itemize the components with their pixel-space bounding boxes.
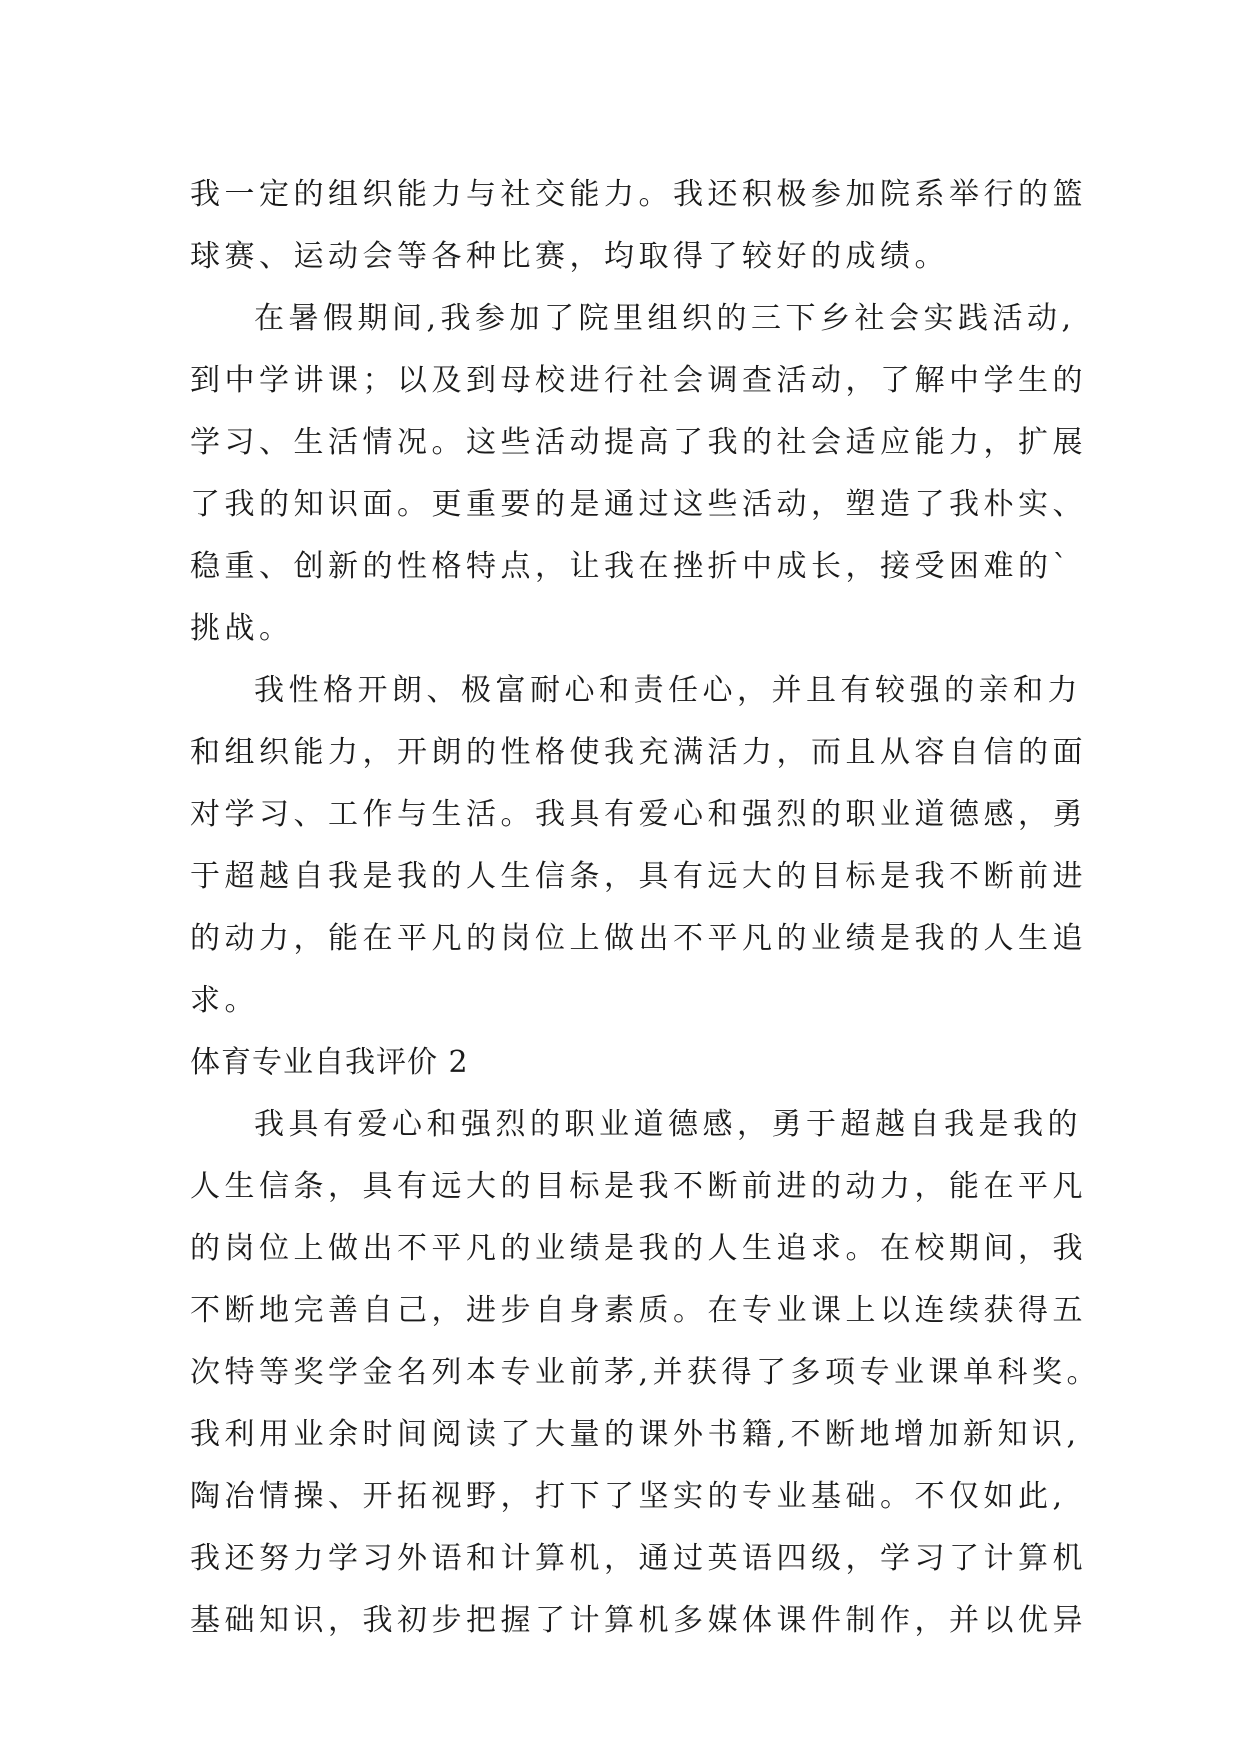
text-line: 我一定的组织能力与社交能力。我还积极参加院系举行的篮 xyxy=(190,177,1087,212)
text-line: 不断地完善自己，进步自身素质。在专业课上以连续获得五 xyxy=(190,1293,1087,1328)
text-line: 我还努力学习外语和计算机，通过英语四级，学习了计算机 xyxy=(190,1541,1087,1576)
text-line: 于超越自我是我的人生信条，具有远大的目标是我不断前进 xyxy=(190,859,1087,894)
section-heading: 体育专业自我评价 2 xyxy=(190,1045,469,1080)
paragraph-start-line: 在暑假期间,我参加了院里组织的三下乡社会实践活动, xyxy=(254,301,1076,336)
text-line: 的岗位上做出不平凡的业绩是我的人生追求。在校期间，我 xyxy=(190,1231,1087,1266)
text-line: 球赛、运动会等各种比赛，均取得了较好的成绩。 xyxy=(190,239,949,274)
text-line: 人生信条，具有远大的目标是我不断前进的动力，能在平凡 xyxy=(190,1169,1087,1204)
text-line: 次特等奖学金名列本专业前茅,并获得了多项专业课单科奖。 xyxy=(190,1355,1102,1390)
text-line: 基础知识，我初步把握了计算机多媒体课件制作，并以优异 xyxy=(190,1603,1087,1638)
text-line: 我利用业余时间阅读了大量的课外书籍,不断地增加新知识, xyxy=(190,1417,1081,1452)
document-body xyxy=(190,164,1102,1652)
text-line: 和组织能力，开朗的性格使我充满活力，而且从容自信的面 xyxy=(190,735,1087,770)
text-line: 对学习、工作与生活。我具有爱心和强烈的职业道德感，勇 xyxy=(190,797,1087,832)
text-line: 了我的知识面。更重要的是通过这些活动，塑造了我朴实、 xyxy=(190,487,1087,522)
text-line: 学习、生活情况。这些活动提高了我的社会适应能力，扩展 xyxy=(190,425,1087,460)
text-line: 到中学讲课；以及到母校进行社会调查活动，了解中学生的 xyxy=(190,363,1087,398)
text-line: 求。 xyxy=(190,983,259,1018)
text-line: 陶冶情操、开拓视野，打下了坚实的专业基础。不仅如此, xyxy=(190,1479,1067,1514)
text-line: 的动力，能在平凡的岗位上做出不平凡的业绩是我的人生追 xyxy=(190,921,1087,956)
paragraph-start-line: 我具有爱心和强烈的职业道德感，勇于超越自我是我的 xyxy=(254,1107,1082,1142)
paragraph-start-line: 我性格开朗、极富耐心和责任心，并且有较强的亲和力 xyxy=(254,673,1082,708)
text-line: 稳重、创新的性格特点，让我在挫折中成长，接受困难的` xyxy=(190,549,1072,584)
text-line: 挑战。 xyxy=(190,611,294,646)
